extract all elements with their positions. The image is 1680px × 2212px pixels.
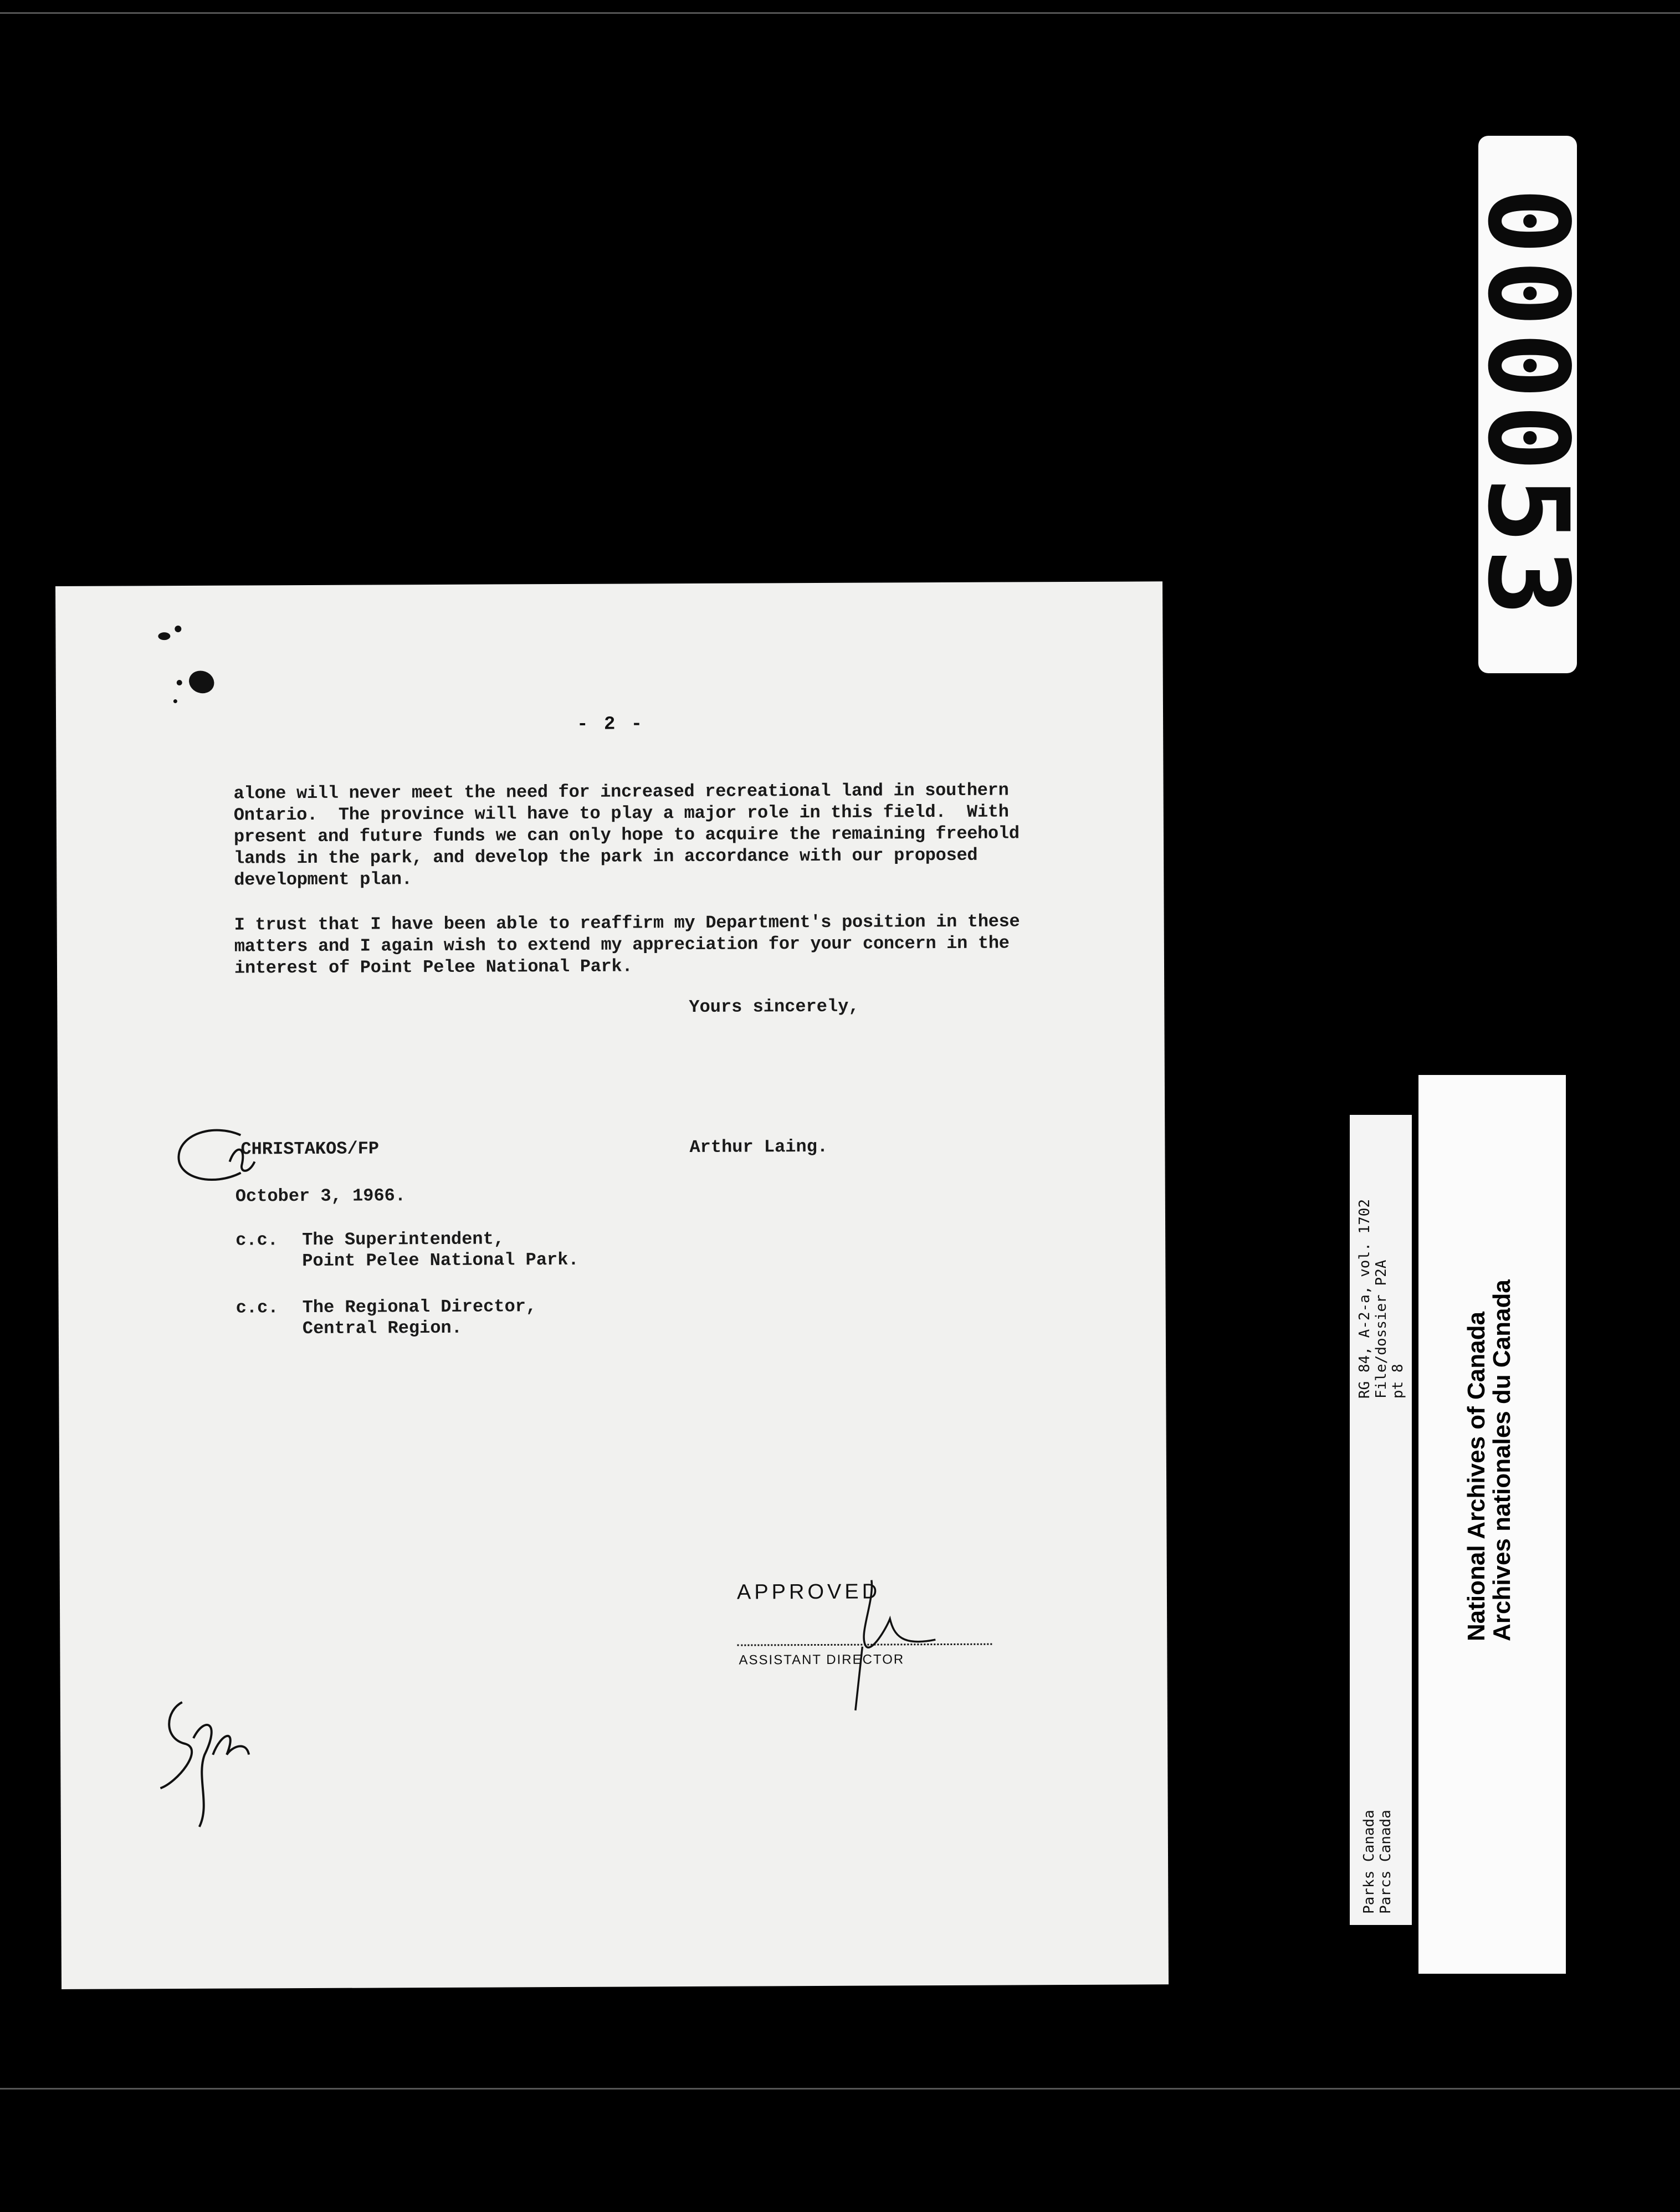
cc-recipient-detail: Central Region. [302, 1317, 462, 1339]
page-number: - 2 - [577, 714, 645, 735]
film-edge-top [0, 12, 1680, 14]
reference-line: RG 84, A-2-a, vol. 1702 [1356, 1199, 1373, 1399]
agency-name-en: Parks Canada [1361, 1810, 1377, 1914]
institution-name-fr: Archives nationales du Canada [1488, 1279, 1515, 1641]
reference-line: File/dossier P2A [1373, 1259, 1390, 1399]
ink-speck [177, 680, 182, 685]
handwritten-initials [144, 1693, 272, 1838]
cc-recipient: The Regional Director, [302, 1296, 537, 1318]
signatory-name: Arthur Laing. [689, 1136, 828, 1158]
agency-name-fr: Parcs Canada [1377, 1810, 1394, 1914]
ink-speck [175, 626, 181, 632]
archive-reference-label [1350, 1115, 1412, 1925]
approval-signature [824, 1569, 991, 1735]
letter-paragraph: I trust that I have been able to reaffirm my Department's position in these matters and I again wish to extend my appreciation for your concern in the interest of Point Pelee National Park. [234, 911, 1020, 979]
letter-date: October 3, 1966. [235, 1185, 406, 1207]
reference-line: pt 8 [1390, 1364, 1406, 1399]
microfilm-frame-number [1463, 136, 1592, 673]
institution-name-en: National Archives of Canada [1463, 1312, 1490, 1641]
approved-stamp: APPROVED [736, 1580, 881, 1604]
ink-speck [173, 699, 177, 703]
cc-recipient-detail: Point Pelee National Park. [302, 1249, 579, 1272]
archive-institution-label [1418, 1075, 1566, 1974]
cc-recipient: The Superintendent, [302, 1228, 505, 1251]
reference-initials: CHRISTAKOS/FP [240, 1138, 380, 1160]
frame-number-text: 000053 [1463, 187, 1592, 622]
cc-prefix: c.c. [235, 1230, 279, 1251]
ink-speck [158, 632, 170, 640]
letter-page [55, 581, 1169, 1989]
cc-prefix: c.c. [235, 1297, 279, 1318]
film-edge-bottom [0, 2088, 1680, 2090]
approval-title: ASSISTANT DIRECTOR [739, 1652, 905, 1668]
letter-paragraph: alone will never meet the need for increased recreational land in southern Ontario. The province will have to play a major role in this field. With present and future funds we can only hope to acquire the remaining freehold lands in the park, and develop the park in accordance with our proposed development plan. [233, 780, 1020, 890]
closing: Yours sincerely, [689, 996, 859, 1018]
ink-blot [186, 667, 217, 697]
initials-scribble [174, 1123, 285, 1201]
